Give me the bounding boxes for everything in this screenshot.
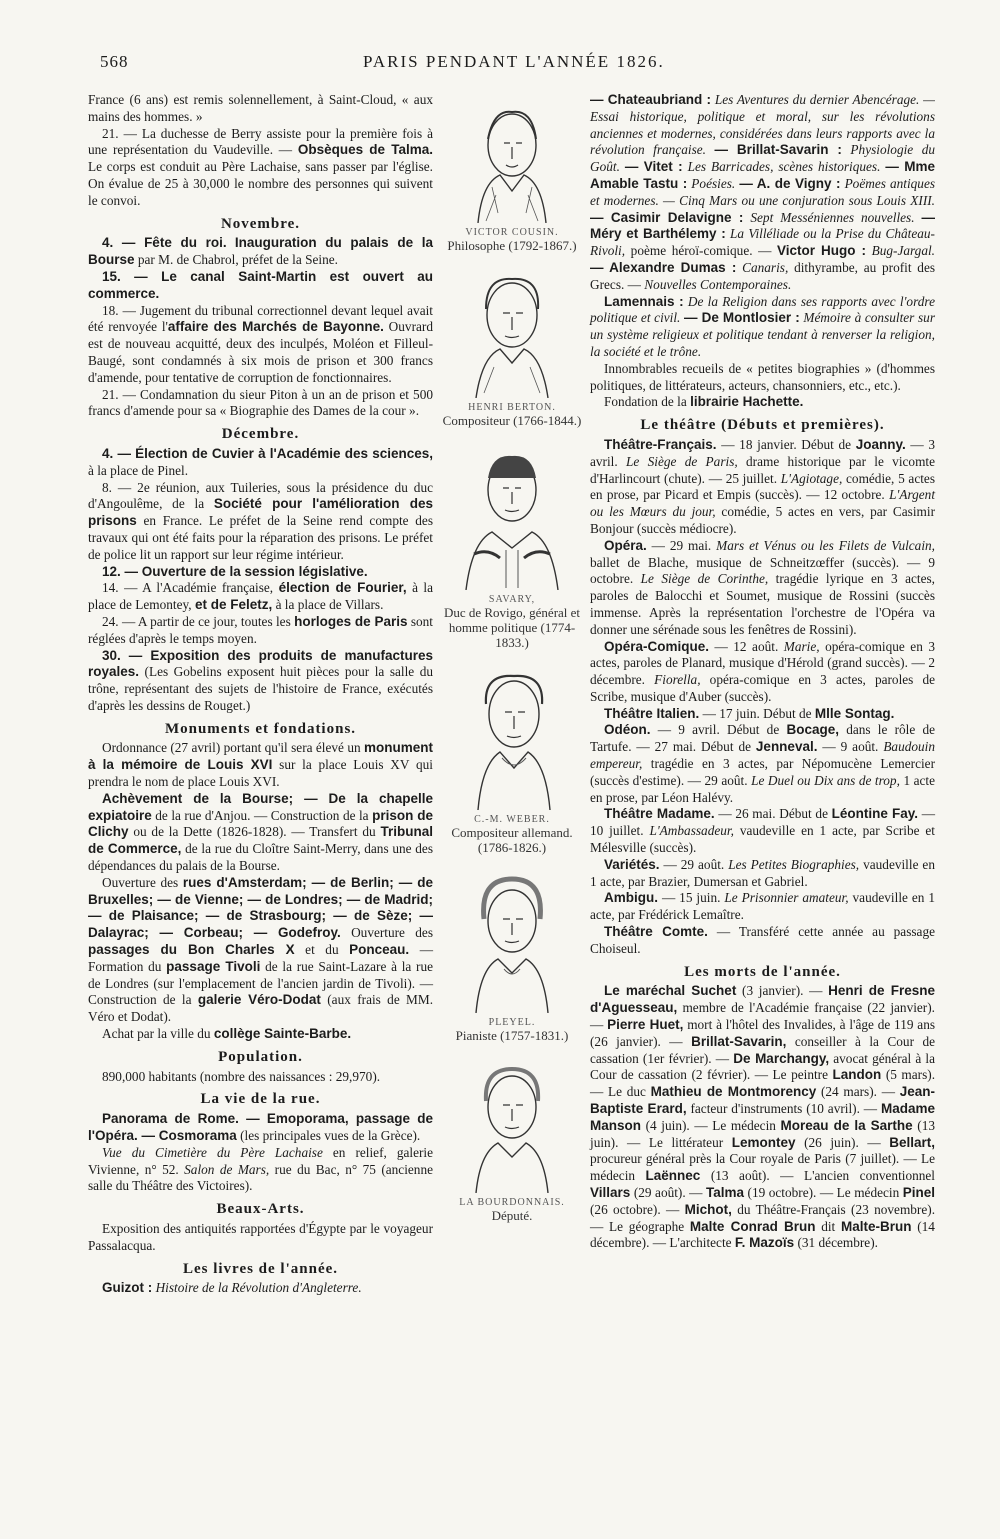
paragraph: Exposition des antiquités rapportées d'Égypte par le voyageur Passalacqua. (88, 1221, 433, 1253)
paragraph: Opéra-Comique. — 12 août. Marie, opéra-comique en 3 actes, paroles de Planard, musique d'Hérold (grand succès). — 2 décembre. Fiorella, opéra-comique en 3 actes, paroles de Scribe, musique d'Auber (succès). (590, 638, 936, 704)
paragraph: France (6 ans) est remis solennellement, à Saint-Cloud, « aux mains des hommes. » (88, 92, 433, 124)
portrait-la-bourdonnais (438, 1053, 586, 1223)
section-heading-fine-arts: Beaux-Arts. (216, 1201, 305, 1218)
engraved-portrait-image (452, 438, 572, 590)
paragraph: Théâtre Italien. — 17 juin. Début de Mlle Sontag. (604, 705, 895, 721)
portrait-name: C.-M. WEBER. (474, 814, 550, 825)
paragraph: Théâtre Madame. — 26 mai. Début de Léontine Fay. — 10 juillet. L'Ambassadeur, vaudeville en 1 acte, par Scribe et Mélesville (succès). (590, 806, 936, 856)
portrait-weber (438, 660, 586, 855)
running-title: PARIS PENDANT L'ANNÉE 1826. (363, 52, 665, 71)
portrait-victor-cousin (438, 95, 586, 253)
engraved-portrait-image (456, 263, 568, 398)
section-heading-population: Population. (218, 1048, 303, 1065)
portrait-caption: Pianiste (1757-1831.) (455, 1028, 569, 1043)
paragraph: Ambigu. — 15 juin. Le Prisonnier amateur, vaudeville en 1 acte, par Frédérick Lemaître. (590, 890, 935, 923)
portrait-name: SAVARY, (488, 594, 536, 605)
paragraph: Odéon. — 9 avril. Début de Bocage, dans le rôle de Tartufe. — 27 mai. Début de Jenneval. — 9 août. Baudouin empereur, tragédie en 3 actes, par Népomucène Lemercier (succès d'estime). — 29 août. Le Duel ou Dix ans de trop, 1 acte en prose, par Léon Halévy. (590, 722, 936, 805)
portrait-name: VICTOR COUSIN. (465, 227, 559, 238)
portrait-savary (438, 438, 586, 650)
paragraph: Théâtre-Français. — 18 janvier. Début de Joanny. — 3 avril. Le Siège de Paris, drame historique par le vicomte d'Harlincourt (chute). — 25 juillet. L'Agiotage, comédie, 5 actes en prose, par Picard et Empis (succès). — 12 octobre. L'Argent ou les Mœurs du jour, comédie, 5 actes en vers, par Casimir Bonjour (succès médiocre). (590, 436, 936, 536)
engraved-portrait-image (456, 865, 568, 1013)
paragraph: 4. — Élection de Cuvier à l'Académie des sciences, à la place de Pinel. (88, 445, 433, 478)
paragraph: Opéra. — 29 mai. Mars et Vénus ou les Filets de Vulcain, ballet de Blache, musique de Schneitzœffer (succès). — 9 octobre. Le Siège de Corinthe, tragédie lyrique en 3 actes, paroles de Balocchi et Soumet, musique de Rossini (succès immense. Après la représentation l'orchestre de l'Opéra va donner une sérénade sous les fenêtres de Rossini). (590, 537, 936, 637)
paragraph: 18. — Jugement du tribunal correctionnel devant lequel avait été renvoyée l'affaire des Marchés de Bayonne. Ouvrard est de nouveau acquitté, deux des inculpés, Moléon et Filleul-Baugé, sont condamnés à six mois de prison et 300 francs d'amende, pour tentative de corruption de fonctionnaires. (88, 302, 433, 385)
section-heading-books: Les livres de l'année. (182, 1260, 339, 1277)
section-heading-november: Novembre. (220, 215, 301, 232)
portrait-caption: Duc de Rovigo, général et homme politique (1774-1833.) (443, 605, 581, 650)
section-heading-december: Décembre. (221, 426, 300, 443)
portrait-pleyel (438, 865, 586, 1043)
portrait-caption: Compositeur (1766-1844.) (442, 413, 582, 428)
portrait-caption: Député. (491, 1208, 533, 1223)
paragraph: — Chateaubriand : Les Aventures du dernier Abencérage. — Essai historique, politique et moral, sur les révolutions anciennes et modernes, considérées dans leurs rapports avec la révolution française. — Brillat-Savarin : Physiologie du Goût. — Vitet : Les Barricades, scènes historiques. — Mme Amable Tastu : Poésies. — A. de Vigny : Poëmes antiques et modernes. — Cinq Mars ou une conjuration sous Louis XIII. — Casimir Delavigne : Sept Messéniennes nouvelles. — Méry et Barthélemy : La Villéliade ou la Prise du Château-Rivoli, poème héroï-comique. — Victor Hugo : Bug-Jargal. — Alexandre Dumas : Canaris, dithyrambe, au profit des Grecs. — Nouvelles Contemporaines. (590, 92, 936, 292)
paragraph: 30. — Exposition des produits de manufactures royales. (Les Gobelins exposent huit pièces pour la salle du trône, représentant des sujets de l'histoire de France, exécutés d'après les dessins de Rouget.) (88, 647, 433, 713)
portrait-caption: Compositeur allemand. (1786-1826.) (451, 825, 573, 855)
portrait-name: PLEYEL. (488, 1017, 536, 1028)
paragraph: Achat par la ville du collège Sainte-Barbe. (102, 1026, 352, 1042)
page-header (100, 52, 935, 78)
paragraph: 21. — La duchesse de Berry assiste pour la première fois à une représentation du Vaudeville. — Obsèques de Talma. Le corps est conduit au Père Lachaise, sans passer par l'église. On évalue de 25 à 30,000 le nombre des personnes qui suivent le convoi. (88, 125, 433, 208)
portrait-name: HENRI BERTON. (468, 402, 556, 413)
section-heading-monuments: Monuments et fondations. (164, 720, 357, 737)
paragraph: Achèvement de la Bourse; — De la chapelle expiatoire de la rue d'Anjou. — Construction de la prison de Clichy ou de la Dette (1826-1828). — Transfert du Tribunal de Commerce, de la rue du Cloître Saint-Merry, dans une des dépendances du palais de la Bourse. (88, 790, 433, 874)
engraved-portrait-image (456, 660, 568, 810)
paragraph: 8. — 2e réunion, aux Tuileries, sous la présidence du duc d'Angoulême, de la Société pour l'amélioration des prisons en France. Le préfet de la Seine rend compte des travaux qui ont été faits pour la réparation des prisons. Le préfet de police lit un rapport sur leur régime intérieur. (88, 479, 434, 562)
paragraph: Vue du Cimetière du Père Lachaise en relief, galerie Vivienne, n° 52. Salon de Mars, rue du Bac, n° 75 (ancienne salle du Théâtre des Victoires). (88, 1144, 433, 1194)
portrait-henri-berton (438, 263, 586, 428)
paragraph: Fondation de la librairie Hachette. (604, 394, 804, 410)
paragraph: Variétés. — 29 août. Les Petites Biographies, vaudeville en 1 acte, par Brazier, Dumersan et Gabriel. (590, 856, 935, 889)
section-heading-theatre: Le théâtre (Débuts et premières). (640, 417, 885, 434)
paragraph: 15. — Le canal Saint-Martin est ouvert au commerce. (88, 268, 433, 301)
paragraph: 12. — Ouverture de la session législative. (102, 563, 368, 579)
engraved-portrait-image (456, 95, 568, 223)
paragraph: Innombrables recueils de « petites biographies » (d'hommes politiques, de littérateurs, acteurs, chansonniers, etc., etc.). (590, 360, 935, 393)
right-column (590, 92, 935, 1252)
portrait-column (438, 95, 586, 1233)
left-column (88, 92, 433, 1297)
paragraph: 890,000 habitants (nombre des naissances : 29,970). (102, 1068, 381, 1084)
section-heading-street-life: La vie de la rue. (200, 1091, 321, 1108)
paragraph: Lamennais : De la Religion dans ses rapports avec l'ordre politique et civil. — De Montlosier : Mémoire à consulter sur un système religieux et politique tendant à renverser la religion, la société et le trône. (590, 293, 935, 359)
paragraph: Le maréchal Suchet (3 janvier). — Henri de Fresne d'Aguesseau, membre de l'Académie française (22 janvier). — Pierre Huet, mort à l'hôtel des Invalides, à l'âge de 119 ans (26 janvier). — Brillat-Savarin, conseiller à la Cour de cassation (1er février). — De Marchangy, avocat général à la Cour de cassation (2 février). — Le peintre Landon (5 mars). — Le duc Mathieu de Montmorency (24 mars). — Jean-Baptiste Erard, facteur d'instruments (10 avril). — Madame Manson (4 juin). — Le médecin Moreau de la Sarthe (13 juin). — Le littérateur Lemontey (26 juin). — Bellart, procureur général près la Cour royale de Paris (7 juillet). — Le médecin Laënnec (13 août). — L'ancien conventionnel Villars (29 août). — Talma (19 octobre). — Le médecin Pinel (26 octobre). — Michot, du Théâtre-Français (23 novembre). — Le géographe Malte Conrad Brun dit Malte-Brun (14 décembre). — L'architecte F. Mazoïs (31 décembre). (590, 983, 936, 1251)
paragraph: Ouverture des rues d'Amsterdam; — de Berlin; — de Bruxelles; — de Vienne; — de Londres; — de Madrid; — de Plaisance; — de Strasbourg; — de Sèze; — Dalayrac; — Corbeau; — Godefroy. Ouverture des passages du Bon Charles X et du Ponceau. — Formation du passage Tivoli de la rue Saint-Lazare à la rue de Londres (sur l'emplacement de l'ancien jardin de Tivoli). — Construction de la galerie Véro-Dodat (aux frais de MM. Véro et Dodat). (88, 874, 434, 1025)
paragraph: Panorama de Rome. — Emoporama, passage de l'Opéra. — Cosmorama (les principales vues de la Grèce). (88, 1111, 433, 1144)
engraved-portrait-image (456, 1053, 568, 1193)
section-heading-deaths: Les morts de l'année. (684, 963, 841, 980)
paragraph: 4. — Fête du roi. Inauguration du palais de la Bourse par M. de Chabrol, préfet de la Seine. (88, 235, 433, 268)
paragraph: Théâtre Comte. — Transféré cette année au passage Choiseul. (590, 924, 935, 956)
page-number: 568 (100, 52, 129, 71)
portrait-caption: Philosophe (1792-1867.) (447, 238, 577, 253)
paragraph: Ordonnance (27 avril) portant qu'il sera élevé un monument à la mémoire de Louis XVI sur la place Louis XV qui prendra le nom de place Louis XVI. (88, 740, 434, 790)
paragraph: 24. — A partir de ce jour, toutes les horloges de Paris sont réglées d'après le temps moyen. (88, 613, 433, 646)
portrait-name: LA BOURDONNAIS. (459, 1197, 565, 1208)
paragraph: Guizot : Histoire de la Révolution d'Angleterre. (102, 1280, 362, 1296)
paragraph: 21. — Condamnation du sieur Piton à un an de prison et 500 francs d'amende pour sa « Biographie des Dames de la cour ». (88, 386, 433, 419)
paragraph: 14. — A l'Académie française, élection de Fourier, à la place de Lemontey, et de Feletz, à la place de Villars. (88, 580, 434, 613)
